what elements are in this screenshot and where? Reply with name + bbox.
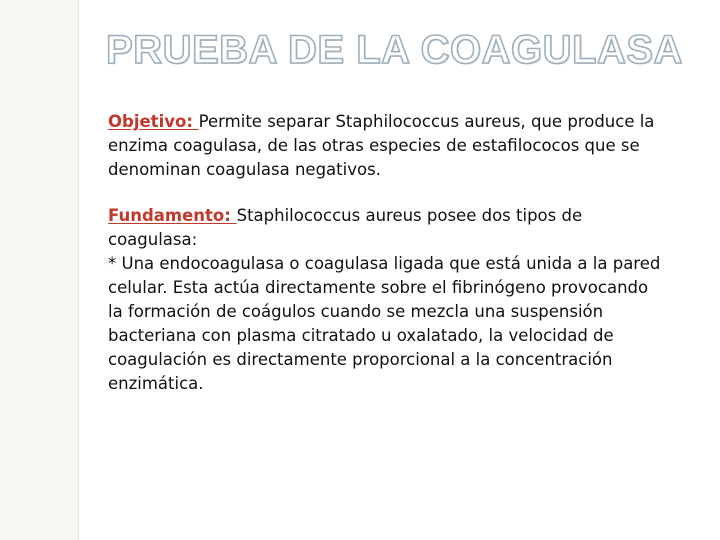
slide-body — [108, 110, 668, 396]
objetivo-text: Permite separar Staphilococcus aureus, que produce la enzima coagulasa, de las otras especies de estafilococos que se denominan coagulasa negativos. — [108, 112, 655, 179]
fundamento-detail: * Una endocoagulasa o coagulasa ligada que está unida a la pared celular. Esta actúa directamente sobre el fibrinógeno provocando la formación de coágulos cuando se mezcla una suspensión bacteriana con plasma citratado u oxalatado, la velocidad de coagulación es directamente proporcional a la concentración enzimática. — [108, 254, 661, 393]
objetivo-label: Objetivo: — [108, 112, 199, 131]
slide-title: PRUEBA DE LA COAGULASA — [106, 28, 683, 72]
fundamento-paragraph — [108, 204, 668, 396]
fundamento-intro: Staphilococcus aureus posee dos tipos de coagulasa: — [108, 206, 583, 249]
fundamento-label: Fundamento: — [108, 206, 237, 225]
objetivo-paragraph — [108, 110, 668, 182]
slide-left-band — [0, 0, 79, 540]
